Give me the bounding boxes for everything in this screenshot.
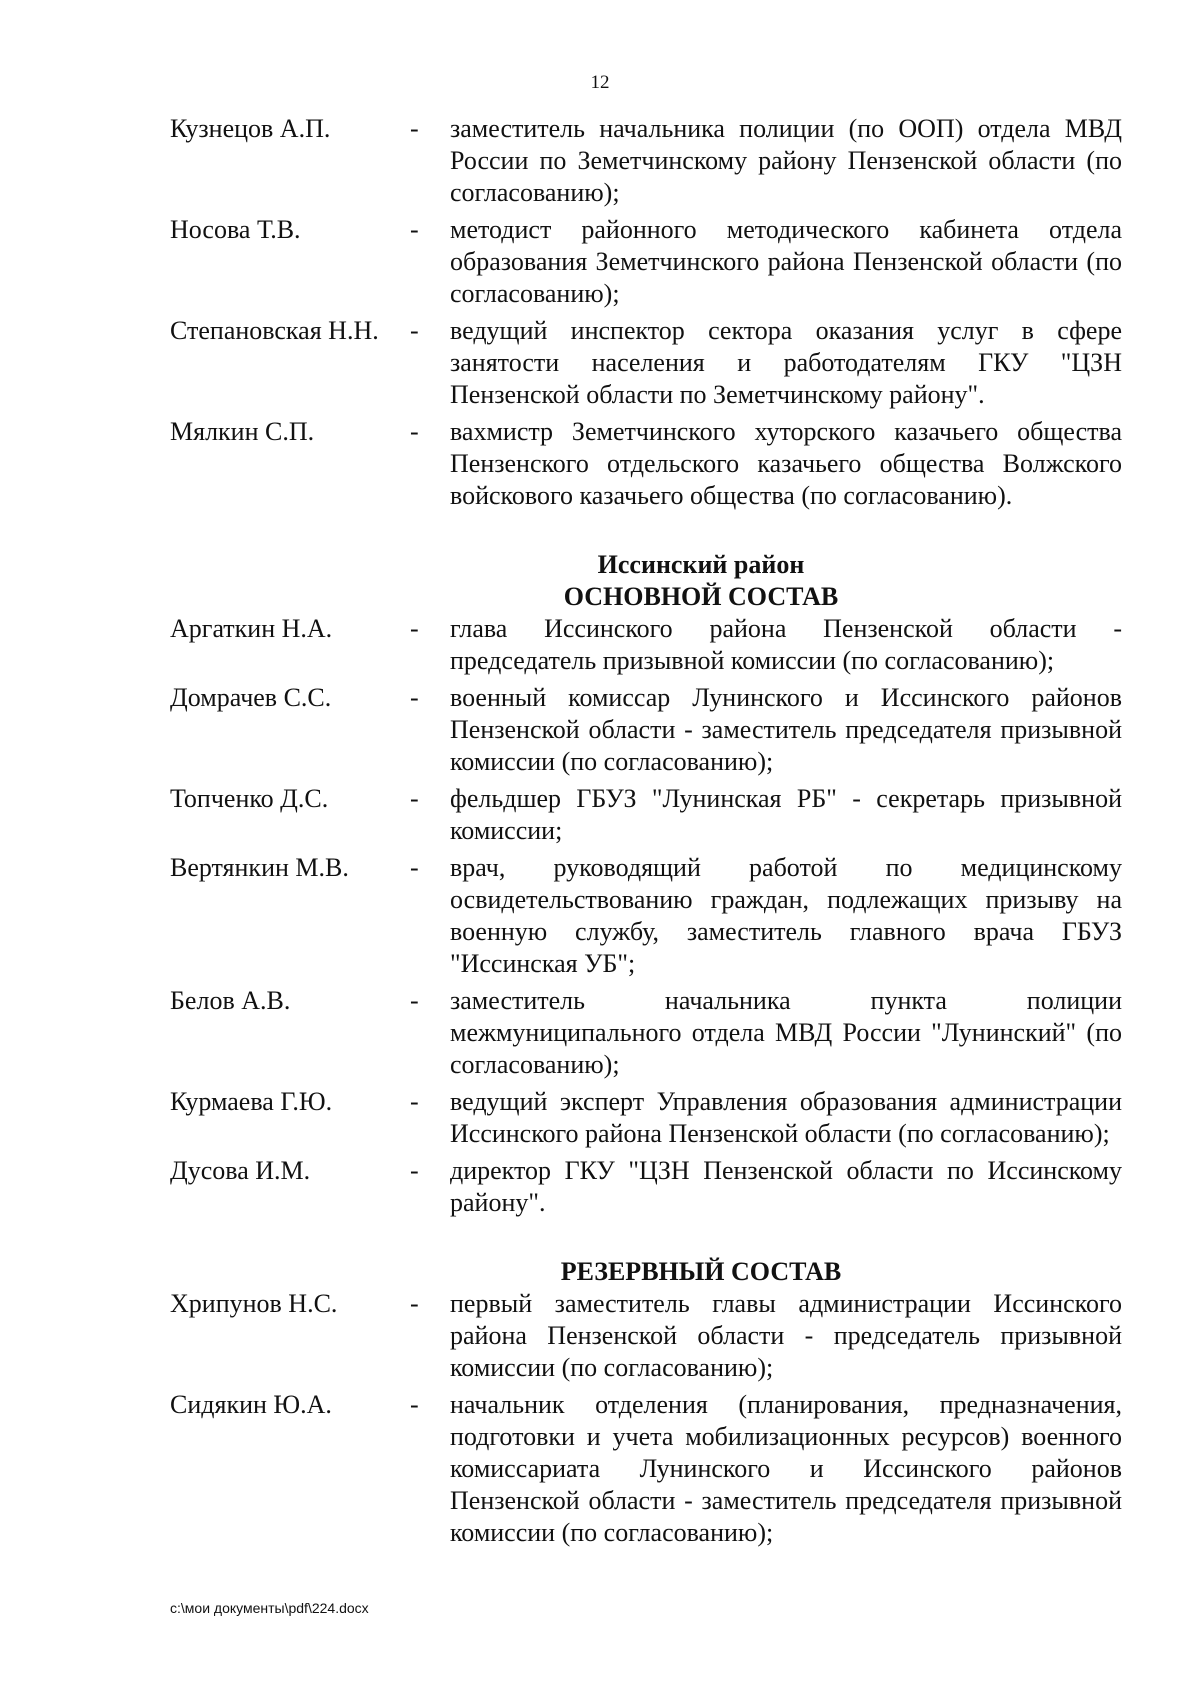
member-position: вахмистр Земетчинского хуторского казачьего общества Пензенского отдельского казачьего общества Волжского войскового казачьего общества (по согласованию). xyxy=(450,417,1122,510)
member-dash: - xyxy=(410,614,419,643)
member-name: Домрачев С.С. xyxy=(170,683,332,712)
member-dash: - xyxy=(410,683,419,712)
member-dash: - xyxy=(410,114,419,143)
member-entry xyxy=(170,1288,1122,1384)
member-name: Дусова И.М. xyxy=(170,1156,311,1185)
district-heading: Иссинский район xyxy=(597,550,805,579)
member-name: Степановская Н.Н. xyxy=(170,316,379,345)
member-entry xyxy=(170,1389,1122,1549)
page-number: 12 xyxy=(590,72,610,93)
member-position: заместитель начальника полиции (по ООП) отдела МВД России по Земетчинскому району Пензенской области (по согласованию); xyxy=(450,114,1122,207)
block-zemetchino xyxy=(170,113,1122,512)
member-dash: - xyxy=(410,316,419,345)
member-name: Белов А.В. xyxy=(170,986,291,1015)
member-entry xyxy=(170,852,1122,980)
member-position: врач, руководящий работой по медицинскому освидетельствованию граждан, подлежащих призыву на военную службу, заместитель главного врача ГБУЗ "Иссинская УБ"; xyxy=(450,853,1122,978)
member-name: Кузнецов А.П. xyxy=(170,114,331,143)
main-composition-heading: ОСНОВНОЙ СОСТАВ xyxy=(563,582,839,611)
member-entry xyxy=(170,682,1122,778)
member-name: Вертянкин М.В. xyxy=(170,853,349,882)
member-name: Аргаткин Н.А. xyxy=(170,614,333,643)
member-name: Хрипунов Н.С. xyxy=(170,1289,338,1318)
member-entry xyxy=(170,985,1122,1081)
member-position: заместитель начальника пункта полиции межмуниципального отдела МВД России "Лунинский" (по согласованию); xyxy=(450,986,1122,1079)
member-entry xyxy=(170,1155,1122,1219)
member-name: Носова Т.В. xyxy=(170,215,301,244)
member-entry xyxy=(170,613,1122,677)
member-entry xyxy=(170,113,1122,209)
member-position: методист районного методического кабинета отдела образования Земетчинского района Пензенской области (по согласованию); xyxy=(450,215,1122,308)
member-position: первый заместитель главы администрации Иссинского района Пензенской области - председатель призывной комиссии (по согласованию); xyxy=(450,1289,1122,1382)
member-name: Топченко Д.С. xyxy=(170,784,329,813)
member-entry xyxy=(170,783,1122,847)
reserve-composition-heading: РЕЗЕРВНЫЙ СОСТАВ xyxy=(560,1257,842,1286)
member-position: ведущий инспектор сектора оказания услуг в сфере занятости населения и работодателям ГКУ "ЦЗН Пензенской области по Земетчинскому району". xyxy=(450,316,1122,409)
member-dash: - xyxy=(410,1087,419,1116)
block-reserve-composition xyxy=(170,1288,1122,1549)
member-dash: - xyxy=(410,417,419,446)
member-entry xyxy=(170,315,1122,411)
member-entry xyxy=(170,416,1122,512)
spacer xyxy=(170,1224,1122,1256)
member-name: Курмаева Г.Ю. xyxy=(170,1087,333,1116)
member-name: Мялкин С.П. xyxy=(170,417,315,446)
member-dash: - xyxy=(410,986,419,1015)
spacer xyxy=(170,517,1122,549)
member-dash: - xyxy=(410,853,419,882)
member-position: фельдшер ГБУЗ "Лунинская РБ" - секретарь призывной комиссии; xyxy=(450,784,1122,845)
member-dash: - xyxy=(410,215,419,244)
document-body xyxy=(170,113,1122,1554)
member-dash: - xyxy=(410,1289,419,1318)
file-path-footer: c:\мои документы\pdf\224.docx xyxy=(170,1600,369,1616)
member-dash: - xyxy=(410,1156,419,1185)
member-position: директор ГКУ "ЦЗН Пензенской области по Иссинскому району". xyxy=(450,1156,1122,1217)
member-entry xyxy=(170,214,1122,310)
member-position: глава Иссинского района Пензенской области - председатель призывной комиссии (по согласованию); xyxy=(450,614,1122,675)
member-position: военный комиссар Лунинского и Иссинского районов Пензенской области - заместитель председателя призывной комиссии (по согласованию); xyxy=(450,683,1122,776)
member-name: Сидякин Ю.А. xyxy=(170,1390,332,1419)
member-dash: - xyxy=(410,784,419,813)
member-position: ведущий эксперт Управления образования администрации Иссинского района Пензенской области (по согласованию); xyxy=(450,1087,1122,1148)
member-entry xyxy=(170,1086,1122,1150)
member-position: начальник отделения (планирования, предназначения, подготовки и учета мобилизационных ресурсов) военного комиссариата Лунинского и Иссинского районов Пензенской области - заместитель председателя призывной комиссии (по согласованию); xyxy=(450,1390,1122,1547)
member-dash: - xyxy=(410,1390,419,1419)
block-main-composition xyxy=(170,613,1122,1219)
